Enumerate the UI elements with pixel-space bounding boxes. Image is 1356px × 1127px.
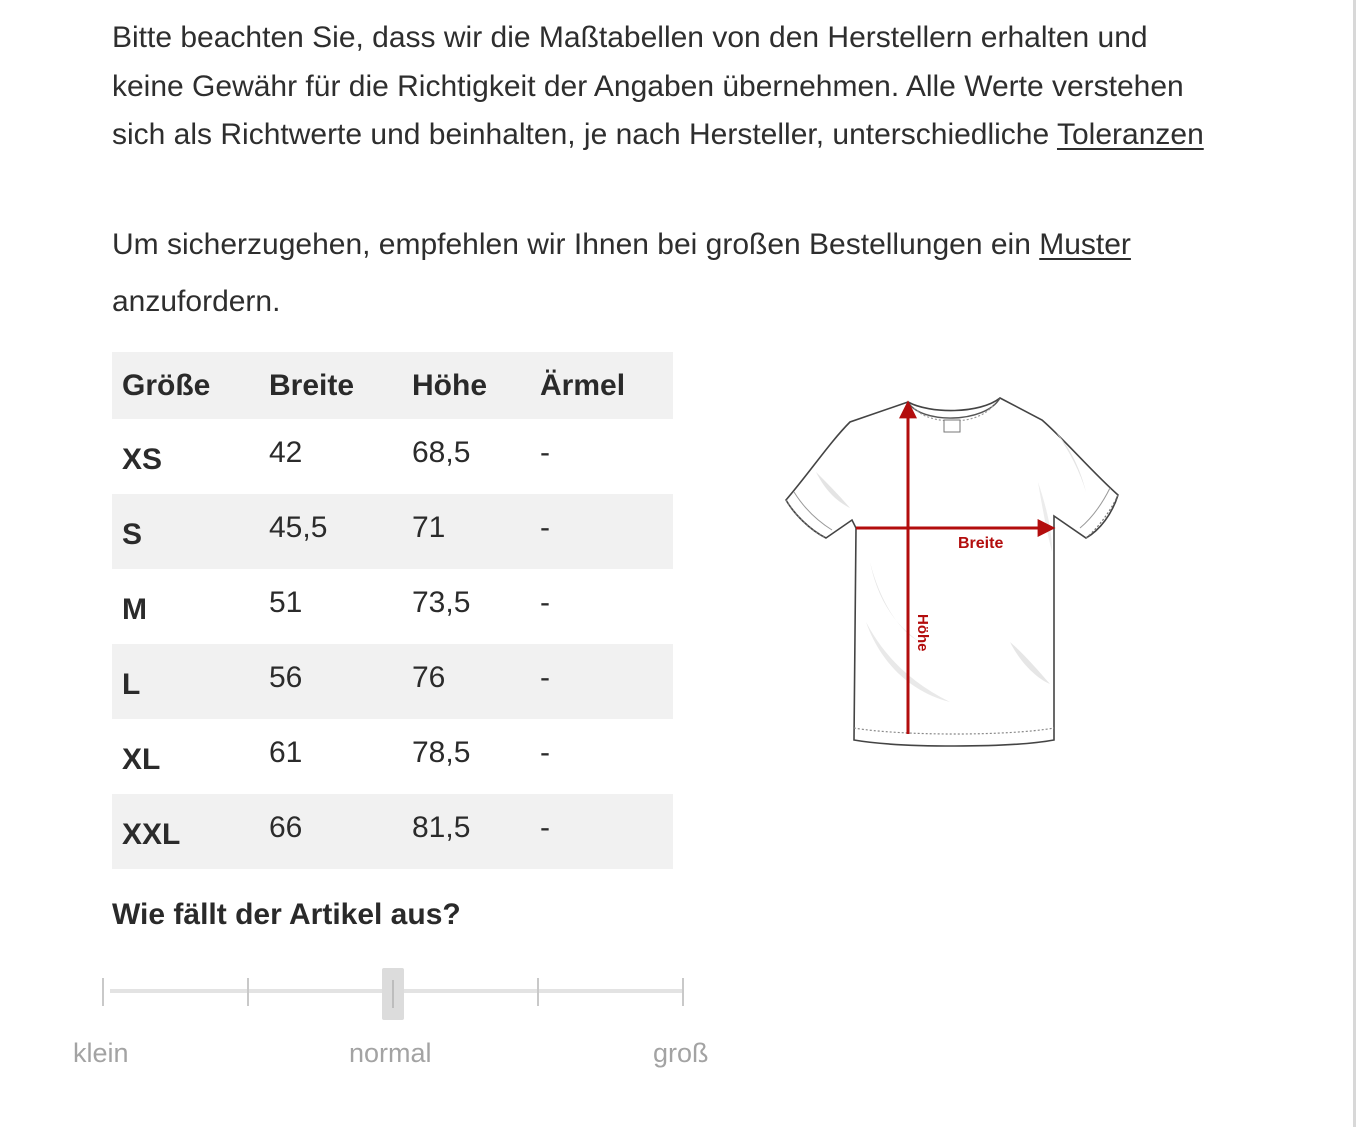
cell-width: 61 [269,735,303,769]
cell-size: M [122,592,147,626]
fit-label-small: klein [73,1038,129,1068]
cell-width: 45,5 [259,494,402,569]
cell-size: S [112,494,259,569]
slider-thumb[interactable] [382,968,404,1020]
disclaimer-text: Bitte beachten Sie, dass wir die Maßtabellen von den Herstellern erhalten und keine Gewähr für die Richtigkeit der Angaben übernehmen. Alle Werte verstehen sich als Richtwerte und beinhalten, je nach Hersteller, unterschiedliche [112,21,1184,151]
cell-size: L [112,644,259,719]
header-sleeve: Ärmel [530,352,673,419]
table-row [112,569,673,644]
cell-height: 81,5 [402,794,530,869]
fit-label-normal: normal [349,1038,432,1068]
cell-size: XL [122,742,161,776]
slider-tick [682,978,684,1006]
sample-tail-text: anzufordern. [112,285,281,318]
cell-sleeve: - [540,435,550,469]
width-label: Breite [958,535,1004,552]
fit-title: Wie fällt der Artikel aus? [112,898,461,931]
table-row [112,644,673,719]
cell-size: XXL [112,794,259,869]
toleranzen-link[interactable]: Toleranzen [1056,118,1204,151]
cell-width: 42 [269,435,303,469]
cell-width: 51 [269,585,303,619]
table-row [112,794,673,869]
cell-size: XS [122,442,163,476]
cell-height: 73,5 [412,585,471,619]
cell-sleeve: - [530,494,673,569]
muster-link[interactable]: Muster [1039,228,1131,261]
height-label: Höhe [914,614,931,652]
sample-text: Um sicherzugehen, empfehlen wir Ihnen bei großen Bestellungen ein [112,228,1031,261]
size-table [112,352,673,869]
cell-height: 71 [402,494,530,569]
cell-height: 68,5 [412,435,471,469]
disclaimer-paragraph [112,14,1222,160]
fit-label-large: groß [653,1038,709,1068]
sample-paragraph [112,216,1222,330]
header-width: Breite [259,352,402,419]
cell-sleeve: - [540,585,550,619]
fit-slider[interactable] [98,968,692,1024]
header-height: Höhe [402,352,530,419]
slider-tick [247,978,249,1006]
table-row [112,419,673,494]
cell-sleeve: - [530,644,673,719]
tshirt-measurement-diagram [780,392,1130,757]
header-size: Größe [112,352,259,419]
slider-tick [537,978,539,1006]
cell-width: 66 [259,794,402,869]
cell-sleeve: - [540,735,550,769]
cell-height: 78,5 [412,735,471,769]
slider-tick [102,978,104,1006]
slider-thumb-grip [392,980,394,1008]
table-header-row [112,352,673,419]
cell-sleeve: - [530,794,673,869]
cell-width: 56 [259,644,402,719]
table-row [112,719,673,794]
cell-height: 76 [402,644,530,719]
table-row [112,494,673,569]
